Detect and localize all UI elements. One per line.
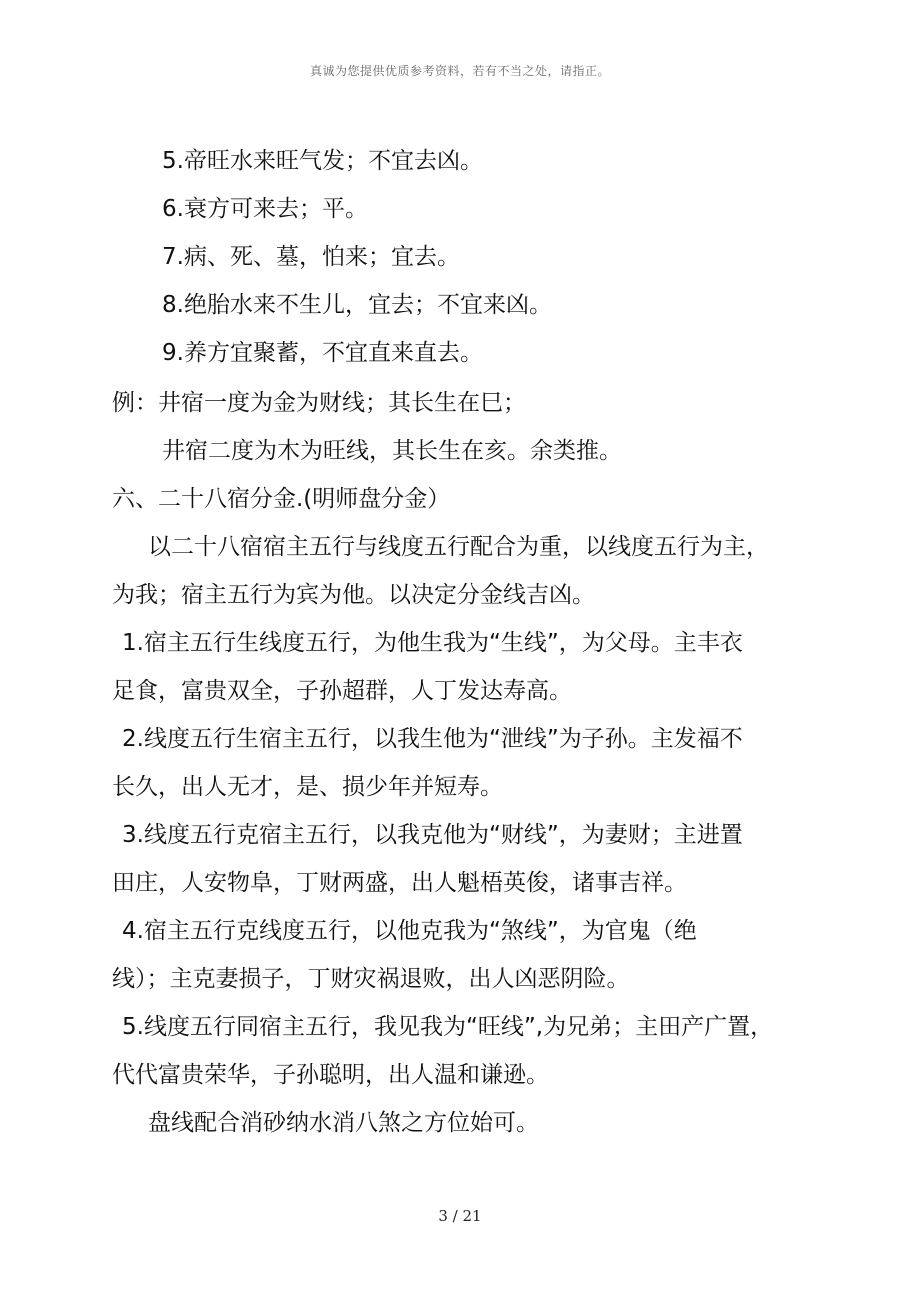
text-line-5: 9.养方宜聚蓄，不宜直来直去。 [162,340,483,366]
section-heading: 六、二十八宿分金.(明师盘分金） [112,486,451,512]
text-line-3: 7.病、死、墓，怕来；宜去。 [162,244,460,270]
text-line-17: 4.宿主五行克线度五行，以他克我为“煞线”，为官鬼（绝 [122,918,697,944]
text-line-16: 田庄，人安物阜，丁财两盛，出人魁梧英俊，诸事吉祥。 [112,870,687,896]
header-note: 真诚为您提供优质参考资料，若有不当之处，请指正。 [309,64,610,78]
text-line-2: 6.衰方可来去；平。 [162,196,368,222]
page-number: 3 / 21 [438,1207,482,1225]
text-line-9: 以二十八宿宿主五行与线度五行配合为重，以线度五行为主， [148,534,769,560]
text-line-11: 1.宿主五行生线度五行，为他生我为“生线”，为父母。主丰衣 [122,630,743,656]
text-line-14: 长久，出人无才，是、损少年并短寿。 [112,774,503,800]
text-line-19: 5.线度五行同宿主五行，我见我为“旺线”,为兄弟；主田产广置， [122,1014,774,1040]
text-line-6: 例：井宿一度为金为财线；其长生在巳； [112,390,526,416]
text-line-7: 井宿二度为木为旺线，其长生在亥。余类推。 [162,438,622,464]
text-line-21: 盘线配合消砂纳水消八煞之方位始可。 [148,1110,539,1136]
text-line-15: 3.线度五行克宿主五行，以我克他为“财线”，为妻财；主进置 [122,822,743,848]
text-line-4: 8.绝胎水来不生儿，宜去；不宜来凶。 [162,292,552,318]
text-line-20: 代代富贵荣华，子孙聪明，出人温和谦逊。 [112,1062,549,1088]
text-line-1: 5.帝旺水来旺气发；不宜去凶。 [162,148,483,174]
text-line-10: 为我；宿主五行为宾为他。以决定分金线吉凶。 [112,582,595,608]
text-line-12: 足食，富贵双全，子孙超群，人丁发达寿高。 [112,678,572,704]
text-line-13: 2.线度五行生宿主五行，以我生他为“泄线”为子孙。主发福不 [122,726,743,752]
text-line-18: 线）；主克妻损子，丁财灾祸退败，出人凶恶阴险。 [112,966,630,992]
